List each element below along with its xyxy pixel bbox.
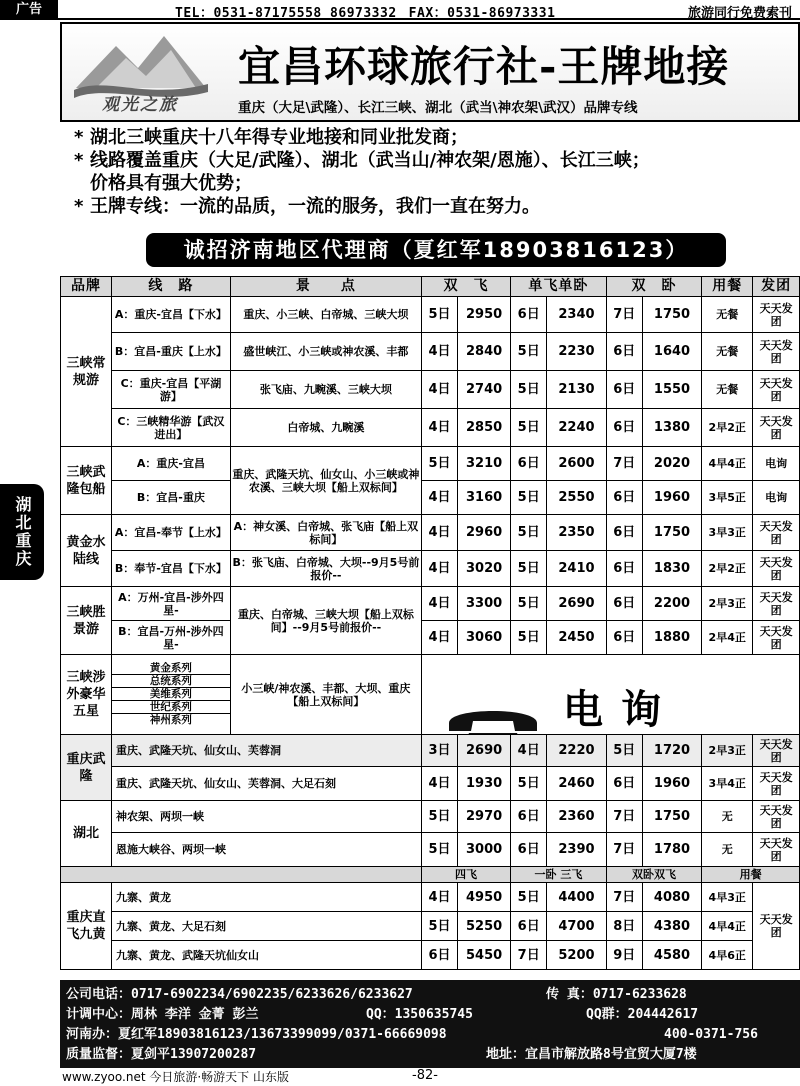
col-sights: 景 点 bbox=[230, 277, 421, 297]
star-bullet-icon: * bbox=[74, 196, 84, 217]
category-cell: 三峡胜景游 bbox=[61, 587, 112, 655]
star-bullet-icon: * bbox=[74, 127, 84, 148]
col-route: 线 路 bbox=[111, 277, 230, 297]
category-cell: 黄金水陆线 bbox=[61, 515, 112, 587]
star-bullet-icon: * bbox=[74, 150, 84, 171]
site-slogan: www.zyoo.net 今日旅游·畅游天下 山东版 bbox=[62, 1070, 289, 1084]
top-tel: TEL：0531-87175558 86973332 bbox=[175, 6, 397, 21]
table-row: 重庆武隆 重庆、武隆天坑、仙女山、芙蓉洞 3日 2690 4日 2220 5日 1720 2早3正 天天发团 bbox=[61, 735, 800, 767]
category-cell: 三峡常规游 bbox=[61, 297, 112, 447]
henan-office: 河南办：夏红军18903816123/13673399099/0371-66669098 bbox=[66, 1027, 447, 1042]
recruit-banner: 诚招济南地区代理商（夏红军18903816123） bbox=[146, 233, 726, 267]
publication-label: 旅游同行免费索刊 bbox=[687, 6, 792, 21]
qq-number: QQ：1350635745 bbox=[366, 1007, 473, 1022]
table-row: B：宜昌-万州-涉外四星- 4日 3060 5日 2450 6日 1880 2早4正 天天发团 bbox=[61, 621, 800, 655]
page-subtitle: 重庆（大足\武隆）、长江三峡、湖北（武当\神农架\武汉）品牌专线 bbox=[238, 100, 638, 116]
hotline: 400-0371-756 bbox=[664, 1027, 758, 1042]
contact-footer bbox=[60, 980, 800, 1068]
category-cell: 重庆武隆 bbox=[61, 735, 112, 801]
intro-block bbox=[74, 126, 800, 218]
table-row: C：三峡精华游【武汉进出】 白帝城、九畹溪 4日 2850 5日 2240 6日 1380 2早2正 天天发团 bbox=[61, 409, 800, 447]
col-flight-sleeper: 单飞单卧 bbox=[511, 277, 607, 297]
col-meal: 用餐 bbox=[702, 277, 753, 297]
qq-group: QQ群：204442617 bbox=[586, 1007, 699, 1022]
table-row: 三峡涉外豪华五星 黄金系列 总统系列 美维系列 世纪系列 神州系列 小三峡/神农溪、丰都、大坝、重庆【船上双标间】 电询 bbox=[61, 655, 800, 735]
intro-line: 价格具有强大优势； bbox=[90, 173, 252, 194]
top-fax: FAX：0531-86973331 bbox=[408, 6, 556, 21]
top-bar bbox=[0, 0, 800, 20]
sub-header-row: 四飞 一卧 三飞 双卧双飞 用餐 bbox=[61, 867, 800, 883]
category-cell: 重庆直飞九黄 bbox=[61, 883, 112, 970]
table-row: B：奉节-宜昌【下水】 B：张飞庙、白帝城、大坝--9月5号前报价-- 4日 3020 5日 2410 6日 1830 2早2正 天天发团 bbox=[61, 551, 800, 587]
series-item: 美维系列 bbox=[112, 688, 230, 701]
table-row: 三峡武隆包船 A：重庆-宜昌 重庆、武隆天坑、仙女山、小三峡或神农溪、三峡大坝【船上双标间】 5日 3210 6日 2600 7日 2020 4早4正 电询 bbox=[61, 447, 800, 481]
top-contact bbox=[175, 2, 567, 21]
table-row: 黄金水陆线 A：宜昌-奉节【上水】 A：神女溪、白帝城、张飞庙【船上双标间】 4日 2960 5日 2350 6日 1750 3早3正 天天发团 bbox=[61, 515, 800, 551]
table-row: B：宜昌-重庆 4日 3160 5日 2550 6日 1960 3早5正 电询 bbox=[61, 481, 800, 515]
col-double-flight: 双 飞 bbox=[421, 277, 510, 297]
side-tab: 湖北重庆 bbox=[0, 484, 44, 580]
col-departure: 发团 bbox=[753, 277, 800, 297]
telephone-icon bbox=[445, 701, 541, 735]
table-row: 重庆直飞九黄 九寨、黄龙 4日 4950 5日 4400 7日 4080 4早3正 天天发团 bbox=[61, 883, 800, 912]
series-item: 世纪系列 bbox=[112, 701, 230, 714]
intro-line: * 线路覆盖重庆（大足/武隆）、湖北（武当山/神农架/恩施）、长江三峡； bbox=[74, 150, 650, 171]
ad-tag: 广告 bbox=[0, 0, 58, 20]
company-fax: 传 真：0717-6233628 bbox=[546, 987, 687, 1002]
table-row: B：宜昌-重庆【上水】 盛世峡江、小三峡或神农溪、丰都 4日 2840 5日 2230 6日 1640 无餐 天天发团 bbox=[61, 333, 800, 371]
table-row: 九寨、黄龙、大足石刻 5日 5250 6日 4700 8日 4380 4早4正 bbox=[61, 912, 800, 941]
category-cell: 湖北 bbox=[61, 801, 112, 867]
category-cell: 三峡涉外豪华五星 bbox=[61, 655, 112, 735]
col-double-sleeper: 双 卧 bbox=[606, 277, 702, 297]
table-row: 三峡常规游 A：重庆-宜昌【下水】 重庆、小三峡、白帝城、三峡大坝 5日 2950 6日 2340 7日 1750 无餐 天天发团 bbox=[61, 297, 800, 333]
series-item: 神州系列 bbox=[149, 714, 192, 726]
series-item: 黄金系列 bbox=[112, 662, 230, 675]
company-phone: 公司电话：0717-6902234/6902235/6233626/6233627 bbox=[66, 987, 413, 1002]
page-title: 宜昌环球旅行社-王牌地接 bbox=[238, 42, 730, 91]
table-row: 三峡胜景游 A：万州-宜昌-涉外四星- 重庆、白帝城、三峡大坝【船上双标间】--9月5号前报价-- 4日 3300 5日 2690 6日 2200 2早3正 天天发团 bbox=[61, 587, 800, 621]
inquire-text: 电询 bbox=[562, 685, 679, 733]
table-row: 恩施大峡谷、两坝一峡 5日 3000 6日 2390 7日 1780 无 天天发团 bbox=[61, 833, 800, 867]
table-row: 重庆、武隆天坑、仙女山、芙蓉洞、大足石刻 4日 1930 5日 2460 6日 1960 3早4正 天天发团 bbox=[61, 767, 800, 801]
intro-line: * 王牌专线：一流的品质，一流的服务，我们一直在努力。 bbox=[74, 196, 540, 217]
header bbox=[60, 22, 800, 122]
table-header-row bbox=[61, 277, 800, 297]
address: 地址：宜昌市解放路8号宜贸大厦7楼 bbox=[486, 1047, 697, 1062]
page-number: -82- bbox=[412, 1068, 438, 1083]
route-price-table bbox=[60, 276, 800, 970]
series-item: 总统系列 bbox=[112, 675, 230, 688]
table-row: C：重庆-宜昌【平湖游】 张飞庙、九畹溪、三峡大坝 4日 2740 5日 2130 6日 1550 无餐 天天发团 bbox=[61, 371, 800, 409]
inquire-cell bbox=[421, 655, 799, 735]
table-row: 湖北 神农架、两坝一峡 5日 2970 6日 2360 7日 1750 无 天天发团 bbox=[61, 801, 800, 833]
category-cell: 三峡武隆包船 bbox=[61, 447, 112, 515]
dispatch-center: 计调中心：周林 李洋 金菁 彭兰 bbox=[66, 1007, 259, 1022]
logo-text: 观光之旅 bbox=[102, 95, 178, 115]
table-row: 九寨、黄龙、武隆天坑仙女山 6日 5450 7日 5200 9日 4580 4早6正 bbox=[61, 941, 800, 970]
luxury-series-cell bbox=[111, 655, 230, 735]
bottom-line bbox=[62, 1068, 800, 1086]
col-brand: 品牌 bbox=[61, 277, 112, 297]
intro-line: * 湖北三峡重庆十八年得专业地接和同业批发商； bbox=[74, 127, 468, 148]
quality-supervisor: 质量监督：夏剑平13907200287 bbox=[66, 1047, 257, 1062]
